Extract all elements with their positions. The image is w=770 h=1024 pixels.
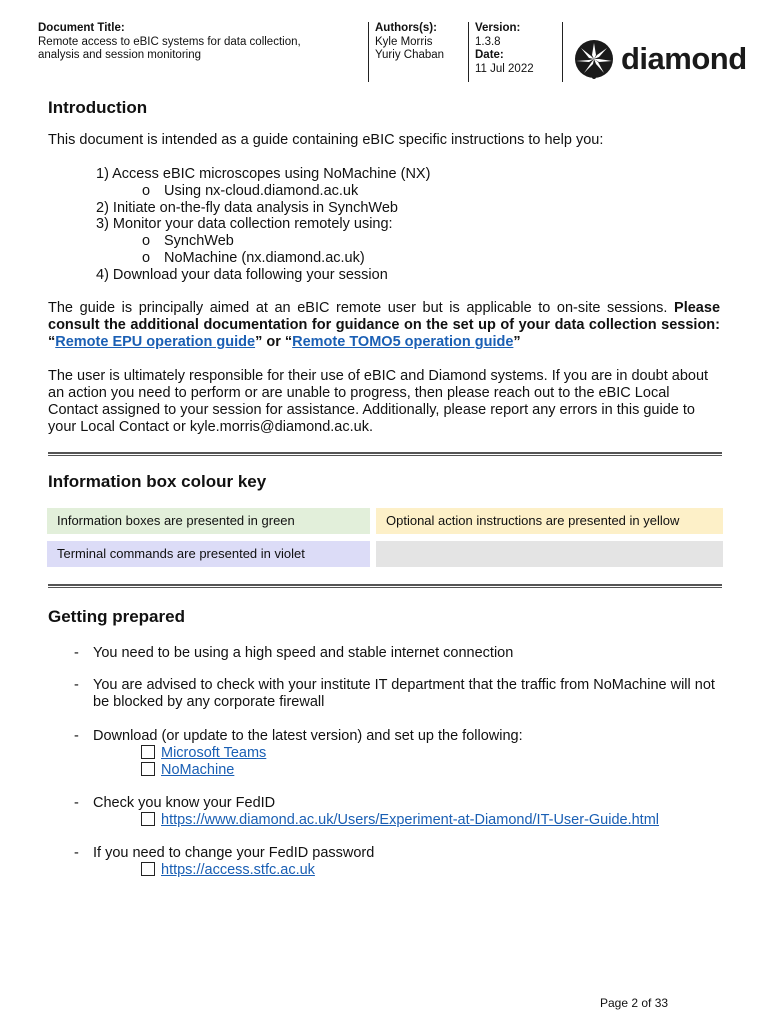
- author-name: Yuriy Chaban: [375, 49, 445, 61]
- checkbox[interactable]: [141, 812, 155, 826]
- intro-lead: This document is intended as a guide containing eBIC specific instructions to help you:: [48, 132, 604, 148]
- intro-paragraph-guide: The guide is principally aimed at an eBIC remote user but is applicable to on-site sessions. Please consult the additional documentation for guidance on the set up of your data collection session: “Remote EPU operation guide” or “Remote TOMO5 operation guide”: [48, 300, 721, 350]
- page-number: Page 2 of 33: [600, 996, 669, 1010]
- logo-block: [562, 22, 747, 82]
- doc-title-line2: analysis and session monitoring: [38, 49, 202, 61]
- doc-title-label: Document Title:: [38, 22, 125, 34]
- colour-key-table: [47, 508, 723, 568]
- list-item: - Check you know your FedID: [74, 795, 276, 811]
- intro-paragraph-responsibility: The user is ultimately responsible for their use of eBIC and Diamond systems. If you are in doubt about an action you need to perform or are unable to progress, then please reach out to the eBIC Local Contact assigned to your session for assistance. Additionally, please report any errors in this guide to your Local Contact or kyle.morris@diamond.ac.uk.: [48, 368, 709, 435]
- nomachine-link[interactable]: NoMachine: [161, 762, 235, 778]
- intro-steps-list: [48, 166, 720, 284]
- list-item: - If you need to change your FedID password: [74, 845, 375, 861]
- list-item: - Download (or update to the latest version) and set up the following:: [74, 728, 523, 744]
- authors-block: [368, 22, 468, 82]
- section-heading-getting-prepared: Getting prepared: [48, 607, 185, 626]
- section-divider: [48, 584, 722, 588]
- list-subitem: o SynchWeb: [142, 233, 234, 250]
- list-subitem: o NoMachine (nx.diamond.ac.uk): [142, 249, 365, 266]
- doc-title-block: [38, 22, 368, 82]
- key-terminal-box-violet: Terminal commands are presented in violet: [47, 541, 370, 567]
- checklist-item-fedid-guide: [141, 812, 659, 829]
- checkbox[interactable]: [141, 745, 155, 759]
- version-label: Version:: [475, 22, 521, 34]
- author-name: Kyle Morris: [375, 35, 433, 48]
- checklist-item-password: [141, 862, 315, 879]
- date-label: Date:: [475, 49, 504, 61]
- key-optional-box-yellow: Optional action instructions are presented in yellow: [376, 508, 723, 534]
- key-info-box-green: Information boxes are presented in green: [47, 508, 370, 534]
- checkbox[interactable]: [141, 862, 155, 876]
- list-item: 4) Download your data following your session: [96, 266, 388, 283]
- section-heading-introduction: Introduction: [48, 98, 148, 117]
- list-item: 1) Access eBIC microscopes using NoMachine (NX): [96, 166, 431, 182]
- version-block: [468, 22, 562, 82]
- remote-tomo5-guide-link[interactable]: Remote TOMO5 operation guide: [292, 334, 514, 350]
- section-divider: [48, 452, 722, 456]
- list-item: 3) Monitor your data collection remotely using:: [96, 216, 393, 233]
- key-empty-cell: [376, 541, 723, 567]
- checkbox[interactable]: [141, 762, 155, 776]
- doc-title-line1: Remote access to eBIC systems for data collection,: [38, 35, 301, 48]
- logo-wordmark: diamond: [621, 41, 747, 76]
- checklist-item-nomachine: [141, 762, 234, 779]
- version-value: 1.3.8: [475, 35, 501, 48]
- checklist-item-teams: [141, 745, 266, 762]
- authors-label: Authors(s):: [375, 22, 437, 34]
- list-subitem: o Using nx-cloud.diamond.ac.uk: [142, 182, 359, 199]
- it-user-guide-link[interactable]: https://www.diamond.ac.uk/Users/Experiment-at-Diamond/IT-User-Guide.html: [161, 812, 660, 828]
- section-heading-colour-key: Information box colour key: [48, 472, 267, 491]
- remote-epu-guide-link[interactable]: Remote EPU operation guide: [55, 334, 256, 350]
- diamond-star-icon: [571, 38, 617, 80]
- list-item: - You are advised to check with your institute IT department that the traffic from NoMachine will not be blocked by any corporate firewall: [74, 677, 715, 710]
- access-stfc-link[interactable]: https://access.stfc.ac.uk: [161, 862, 315, 878]
- date-value: 11 Jul 2022: [475, 62, 534, 75]
- diamond-logo: [571, 38, 747, 80]
- list-item: 2) Initiate on-the-fly data analysis in SynchWeb: [96, 199, 398, 216]
- document-header: [38, 22, 747, 84]
- microsoft-teams-link[interactable]: Microsoft Teams: [161, 745, 267, 761]
- list-item: - You need to be using a high speed and stable internet connection: [74, 645, 514, 661]
